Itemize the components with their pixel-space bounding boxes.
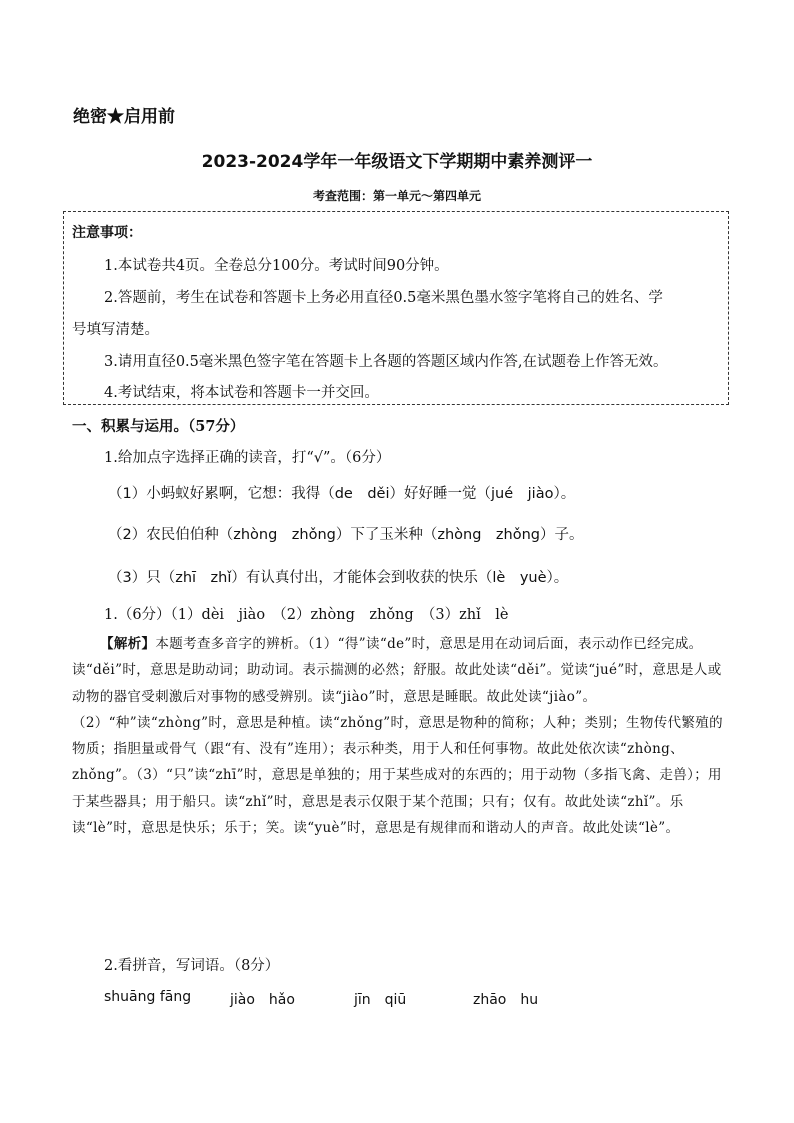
pinyin-3: jīn qiū	[354, 992, 407, 1008]
pinyin-1: shuāng fāng	[104, 989, 192, 1005]
exam-scope: 考查范围：第一单元～第四单元	[312, 189, 481, 203]
notice-item-1: 1.本试卷共4页。全卷总分100分。考试时间90分钟。	[104, 258, 449, 274]
question-1-prompt: 1.给加点字选择正确的读音，打“√”。（6分）	[104, 450, 391, 466]
notice-item-3: 3.请用直径0.5毫米黑色签字笔在答题卡上各题的答题区域内作答,在试题卷上作答无效。	[104, 354, 668, 370]
question-1-item-3: （3）只（zhī zhǐ）有认真付出，才能体会到收获的快乐（lè yuè）。	[108, 570, 569, 586]
notice-box	[63, 211, 729, 405]
question-2-prompt: 2.看拼音，写词语。（8分）	[104, 958, 280, 974]
question-1-analysis	[72, 631, 732, 841]
notice-item-4: 4.考试结束，将本试卷和答题卡一并交回。	[104, 385, 379, 401]
analysis-tag: 【解析】	[100, 636, 156, 652]
question-1-item-1: （1）小蚂蚁好累啊，它想：我得（de děi）好好睡一觉（jué jiào）。	[108, 486, 576, 502]
section-heading: 一、积累与运用。（57分）	[72, 418, 245, 435]
analysis-text: 本题考查多音字的辨析。（1）“得”读“de”时，意思是用在动词后面，表示动作已经完成。读“děi”时，意思是助动词；助动词。表示揣测的必然；舒服。故此处读“děi”。觉读“jué”时，意思是人或动物的器官受刺激后对事物的感受辨别。读“jiào”时，意思是睡眠。故此处读“jiào”。（2）“种”读“zhòng”时，意思是种植。读“zhǒng”时，意思是物种的简称；人种；类别；生物传代繁殖的物质；指胆量或骨气（跟“有、没有”连用）；表示种类，用于人和任何事物。故此处依次读“zhòng、zhǒng”。（3）“只”读“zhī”时，意思是单独的；用于某些成对的东西的；用于动物（多指飞禽、走兽）；用于某些器具；用于船只。读“zhǐ”时，意思是表示仅限于某个范围；只有；仅有。故此处读“zhǐ”。乐读“lè”时，意思是快乐；乐于；笑。读“yuè”时，意思是有规律而和谐动人的声音。故此处读“lè”。	[72, 636, 723, 837]
notice-title: 注意事项：	[72, 225, 142, 241]
notice-item-2: 2.答题前，考生在试卷和答题卡上务必用直径0.5毫米黑色墨水签字笔将自己的姓名、学	[104, 290, 663, 306]
question-1-item-2: （2）农民伯伯种（zhòng zhǒng）下了玉米种（zhòng zhǒng）子。	[108, 527, 584, 543]
question-1-answer: 1.（6分）（1）dèi jiào （2）zhòng zhǒng （3）zhǐ lè	[104, 607, 509, 623]
secret-mark: 绝密★启用前	[73, 107, 175, 127]
pinyin-2: jiào hǎo	[230, 992, 295, 1008]
notice-item-2-cont: 号填写清楚。	[72, 322, 159, 338]
exam-title: 2023-2024学年一年级语文下学期期中素养测评一	[201, 152, 593, 172]
pinyin-4: zhāo hu	[473, 992, 539, 1008]
